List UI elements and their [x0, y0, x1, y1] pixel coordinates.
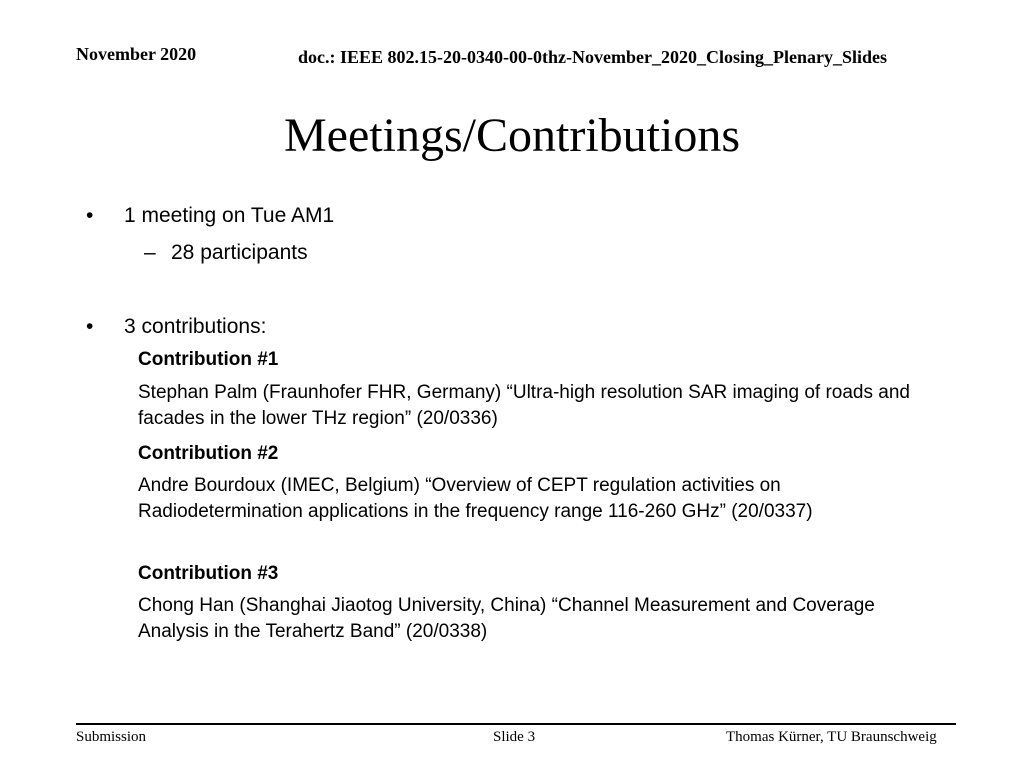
contribution-2-text: Andre Bourdoux (IMEC, Belgium) “Overview of CEPT regulation activities on Radiodetermination applications in the frequency range 116-260 GHz” (20/0337)	[138, 475, 813, 522]
contribution-3-text: Chong Han (Shanghai Jiaotog University, China) “Channel Measurement and Coverage Analysis in the Terahertz Band” (20/0338)	[138, 595, 875, 642]
bullet-marker: •	[86, 204, 94, 227]
contribution-1-text: Stephan Palm (Fraunhofer FHR, Germany) “Ultra-high resolution SAR imaging of roads and facades in the lower THz region” (20/0336)	[138, 382, 910, 429]
slide-title: Meetings/Contributions	[284, 109, 740, 162]
header-date: November 2020	[76, 44, 197, 64]
footer-slide-number: Slide 3	[493, 729, 536, 745]
bullet-marker: •	[86, 315, 94, 338]
contribution-1-heading: Contribution #1	[138, 349, 279, 370]
dash-marker: –	[144, 241, 156, 264]
footer-author: Thomas Kürner, TU Braunschweig	[726, 729, 937, 745]
footer-divider	[76, 723, 956, 725]
header-doc-id: doc.: IEEE 802.15-20-0340-00-0thz-November_2020_Closing_Plenary_Slides	[298, 47, 887, 67]
bullet-text: 3 contributions:	[124, 315, 267, 338]
contribution-2-heading: Contribution #2	[138, 443, 279, 464]
bullet-text: 1 meeting on Tue AM1	[124, 204, 335, 227]
footer-submission: Submission	[76, 729, 147, 745]
contribution-3-heading: Contribution #3	[138, 563, 279, 584]
sub-bullet-text: 28 participants	[171, 241, 308, 264]
